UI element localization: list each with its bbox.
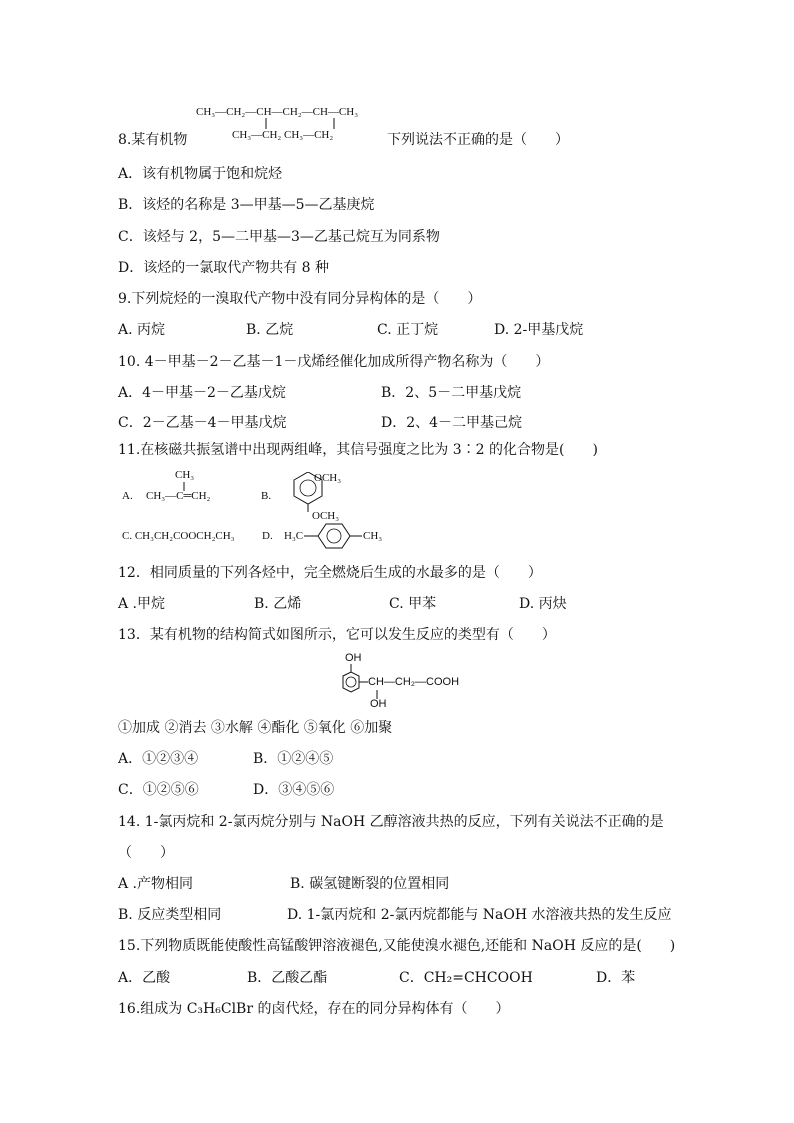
q9-option-a: A. 丙烷 — [118, 322, 166, 338]
q16-stem: 16.组成为 C₃H₆ClBr 的卤代烃，存在的同分异构体有（ ） — [118, 1001, 510, 1017]
q8-option-b: B．该烃的名称是 3—甲基—5—乙基庚烷 — [118, 197, 375, 213]
q10-option-c: C．2－乙基－4－甲基戊烷 — [118, 415, 287, 431]
q12-option-b: B. 乙烯 — [254, 596, 302, 612]
q10-option-d: D．2、4－二甲基己烷 — [381, 415, 523, 431]
q13-option-d: D．③④⑤⑥ — [253, 782, 335, 798]
q8-structure-top: CH₃—CH₂—CH—CH₂—CH—CH₃ — [196, 106, 359, 118]
q12-option-a: A .甲烷 — [118, 596, 166, 612]
q9-option-c: C. 正丁烷 — [377, 322, 439, 338]
q15-option-a: A．乙酸 — [118, 970, 171, 986]
q8-option-a: A．该有机物属于饱和烷烃 — [118, 166, 283, 182]
q11-a-methyl-top: CH₃ — [175, 469, 195, 481]
q14-option-b: B. 碳氢键断裂的位置相同 — [290, 876, 450, 892]
q10-stem: 10. 4－甲基－2－乙基－1－戊烯经催化加成所得产物名称为（ ） — [118, 354, 550, 370]
q13-option-a: A．①②③④ — [118, 751, 199, 767]
q13-struct-oh-bottom: OH — [370, 698, 387, 710]
q11-stem: 11.在核磁共振氢谱中出现两组峰，其信号强度之比为 3∶2 的化合物是( ) — [118, 442, 598, 458]
q13-reaction-types: ①加成 ②消去 ③水解 ④酯化 ⑤氧化 ⑥加聚 — [118, 720, 393, 736]
q11-a-formula: CH₃—C═CH₂ — [146, 490, 211, 502]
q8-option-c: C．该烃与 2，5—二甲基—3—乙基己烷互为同系物 — [118, 229, 440, 245]
q15-option-c: C．CH₂=CHCOOH — [399, 970, 533, 986]
q11-option-c: C. CH₃CH₂COOCH₂CH₃ — [122, 530, 235, 542]
q15-option-b: B．乙酸乙酯 — [247, 970, 328, 986]
q11-b-substituent-2: OCH₃ — [312, 510, 340, 522]
q13-struct-oh-top: OH — [345, 652, 362, 664]
q13-struct-chain: CH—CH₂—COOH — [368, 676, 460, 688]
q11-d-right-group: CH₃ — [363, 530, 383, 542]
q11-b-substituent-1: OCH₃ — [314, 472, 342, 484]
q13-option-c: C．①②⑤⑥ — [118, 782, 199, 798]
q15-option-d: D．苯 — [596, 970, 636, 986]
q8-structure-bottom: CH₃—CH₂ CH₃—CH₂ — [232, 129, 334, 141]
q14-option-d: D. 1-氯丙烷和 2-氯丙烷都能与 NaOH 水溶液共热的发生反应 — [287, 907, 672, 923]
q10-option-a: A．4－甲基－2－乙基戊烷 — [118, 385, 286, 401]
q15-stem: 15.下列物质既能使酸性高锰酸钾溶液褪色,又能使溴水褪色,还能和 NaOH 反应的是( ) — [118, 938, 676, 954]
q8-stem-suffix: 下列说法不正确的是（ ） — [387, 132, 569, 148]
q8-option-d: D．该烃的一氯取代产物共有 8 种 — [118, 260, 330, 276]
q11-a-label: A. — [122, 490, 133, 502]
q13-stem: 13．某有机物的结构简式如图所示，它可以发生反应的类型有（ ） — [118, 627, 556, 643]
q9-option-b: B. 乙烷 — [246, 322, 294, 338]
q11-d-label: D. — [262, 530, 273, 542]
q13-option-b: B．①②④⑤ — [253, 751, 334, 767]
q8-stem-prefix: 8.某有机物 — [118, 132, 188, 148]
q12-option-d: D. 丙炔 — [519, 596, 567, 612]
q14-option-a: A .产物相同 — [118, 876, 194, 892]
q12-stem: 12．相同质量的下列各烃中，完全燃烧后生成的水最多的是（ ） — [118, 565, 542, 581]
q11-d-left-group: H₃C — [284, 530, 304, 542]
q12-option-c: C. 甲苯 — [389, 596, 437, 612]
q10-option-b: B．2、5－二甲基戊烷 — [381, 385, 522, 401]
q9-option-d: D. 2-甲基戊烷 — [494, 322, 584, 338]
q14-answer-paren: （ ） — [118, 845, 174, 861]
q14-stem: 14. 1-氯丙烷和 2-氯丙烷分别与 NaOH 乙醇溶液共热的反应，下列有关说法不正确的是 — [118, 814, 664, 830]
q14-option-c: B. 反应类型相同 — [118, 907, 222, 923]
q11-b-label: B. — [261, 490, 272, 502]
q9-stem: 9.下列烷烃的一溴取代产物中没有同分异构体的是（ ） — [118, 291, 482, 307]
q13-benzene-ring — [330, 662, 370, 712]
